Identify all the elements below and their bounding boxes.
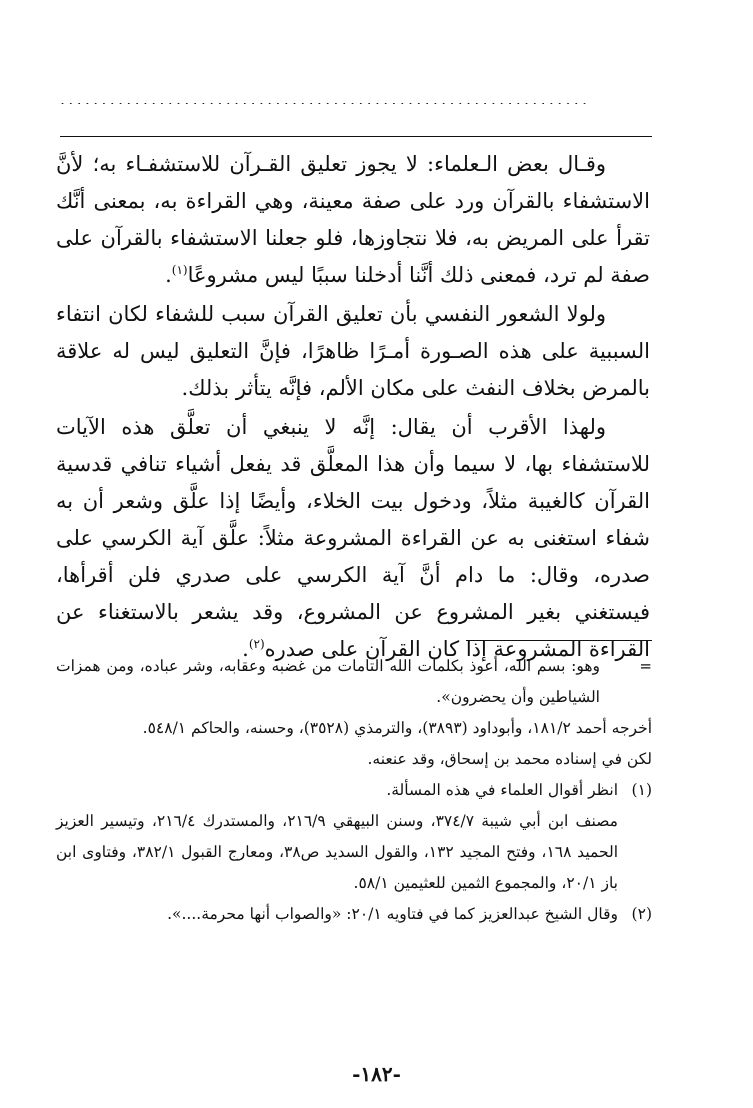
footnotes — [56, 651, 652, 930]
main-text — [56, 146, 650, 668]
paragraph-3 — [56, 409, 650, 668]
footnote-2-number: (٢) — [631, 905, 652, 923]
footnote-2-text: وقال الشيخ عبدالعزيز كما في فتاويه ٢٠/١: «والصواب أنها محرمة....». — [167, 905, 618, 923]
paragraph-3-period: . — [242, 637, 249, 661]
paragraph-1 — [56, 146, 650, 294]
footnote-source-line: أخرجه أحمد ١٨١/٢، وأبوداود (٣٨٩٣)، والترمذي (٣٥٢٨)، وحسنه، والحاكم ٥٤٨/١. — [142, 719, 652, 737]
paragraph-3-text: ولهذا الأقرب أن يقال: إنَّه لا ينبغي أن تعلَّق هذه الآيات للاستشفاء بها، لا سيما وأن هذا المعلَّق قد يفعل أشياء تنافي قدسية القرآن كالغيبة مثلاً، ودخول بيت الخلاء، وأيضًا إذا علَّق وشعر أن به شفاء استغنى به عن القراءة المشروعة مثلاً: علَّق آية الكرسي على صدره، وقال: ما دام أنَّ آية الكرسي على صدري فلن أقرأها، فيستغني بغير المشروع عن المشروع، وقد يشعر بالاستغناء عن القراءة المشروعة إذا كان القرآن على صدره — [56, 415, 650, 661]
footnote-1-line: انظر أقوال العلماء في هذه المسألة. — [386, 781, 618, 799]
header-rule — [60, 136, 652, 137]
continuation-mark: = — [639, 657, 652, 675]
paragraph-1-text: وقـال بعض الـعلماء: لا يجوز تعليق القـرآن للاستشفـاء به؛ لأنَّ الاستشفاء بالقرآن ورد على صفة معينة، وهي القراءة به، بمعنى أنَّك تقرأ على المريض به، فلا نتجاوزها، فلو جعلنا الاستشفاء بالقرآن على صفة لم ترد، فمعنى ذلك أنَّنا أدخلنا سببًا ليس مشروعًا — [56, 152, 650, 287]
page-number: -١٨٢- — [352, 1062, 401, 1086]
footnote-1-number: (١) — [631, 781, 652, 799]
footnote-source — [56, 713, 652, 775]
footnote-continuation — [56, 651, 652, 713]
header-dotted-line: ................................................................ — [60, 90, 591, 104]
paragraph-2: ولولا الشعور النفسي بأن تعليق القرآن سبب للشفاء لكان انتفاء السببية على هذه الصـورة أمـرًا ظاهرًا، فإنَّ التعليق ليس له علاقة بالمرض بخلاف النفث على مكان الألم، فإنَّه يتأثر بذلك. — [56, 302, 650, 400]
footnote-2 — [56, 899, 652, 930]
footnote-ref-2[interactable]: (٢) — [248, 637, 265, 651]
footnote-source-line: لكن في إسناده محمد بن إسحاق، وقد عنعنه. — [367, 750, 652, 768]
footnote-continuation-text: وهو: بسم الله، أعوذ بكلمات الله التامات من غضبه وعقابه، وشر عباده، ومن همزات الشياطين وأن يحضرون». — [56, 657, 600, 706]
footnote-1-line: مصنف ابن أبي شيبة ٣٧٤/٧، وسنن البيهقي ٢١٦/٩، والمستدرك ٢١٦/٤، وتيسير العزيز الحميد ١٦٨، وفتح المجيد ١٣٢، والقول السديد ص٣٨، ومعارج القبول ٣٨٢/١، وفتاوى ابن باز ٢٠/١، والمجموع الثمين للعثيمين ٥٨/١. — [56, 812, 618, 892]
footnote-ref-1[interactable]: (١) — [171, 263, 188, 277]
footnote-1 — [56, 775, 652, 899]
paragraph-1-period: . — [165, 263, 172, 287]
footnote-separator — [466, 640, 652, 641]
